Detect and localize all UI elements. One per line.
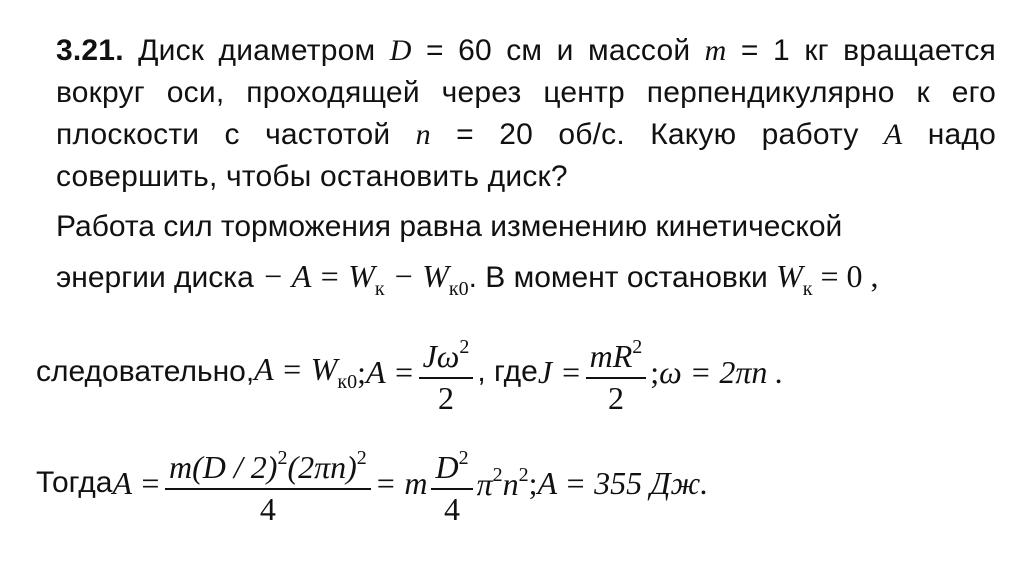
fraction-work-full: $\frac{m(D / 2)^2(2\pi n)^2}{4}$ [165,439,371,528]
fraction-d-squared: $\frac{D^2}{4}$ [431,439,472,528]
separator-1: ; [357,353,366,390]
solution-line-1: Работа сил торможения равна изменению кинетической [56,210,843,243]
formula-a-eq: A = [366,353,415,390]
final-result: A = 355 Дж. [537,464,709,501]
sol2-text-2: . В момент остановки [468,261,777,294]
formula-j-eq: J = [537,353,582,390]
problem-text-1: Диск диаметром [123,34,390,67]
sol2-text: энергии диска [56,261,263,294]
problem-statement [56,30,996,198]
solution-line-4 [36,438,708,528]
solution-line-2 [56,258,996,301]
fraction-j-omega: $\frac{J\omega^2}{2}$ [419,328,474,417]
problem-eq-d: = 60 см и массой [411,34,705,67]
formula-pi-n: $\pi^2n^2$ [476,463,529,502]
solution-line-3 [36,332,784,416]
formula-wk: $W_к$ [776,258,813,300]
sol2-end: = 0 , [812,258,879,294]
problem-text-end: надо совершить, чтобы остановить диск? [56,118,996,193]
sol4-text: Тогда [36,466,113,499]
formula-omega: ω = 2πn . [659,353,784,390]
var-d: D [389,34,412,67]
problem-eq-n: = 20 об/с. Какую работу [430,118,884,151]
var-n: n [415,118,431,151]
problem-number: 3.21. [56,34,124,67]
var-m: m [704,34,727,67]
sol3-text: следовательно, [36,355,255,388]
formula-eq-m: = m [374,464,428,501]
separator-2: ; [650,353,660,390]
fraction-m-r: $\frac{mR^2}{2}$ [586,328,647,417]
sol3-where: , где [477,355,538,388]
problem-eq-m: = 1 кг вращается вокруг оси, проходящей через центр перпендикулярно к его плоскости с частотой [56,34,996,151]
formula-a-eq-2: A = [112,464,162,501]
formula-work-energy: − $A = W_к - W_{к0}$ [262,258,469,300]
separator-3: ; [528,464,538,501]
var-a: A [883,118,903,151]
formula-a-eq-wk0: $A = W_{к0}$ [254,350,358,393]
